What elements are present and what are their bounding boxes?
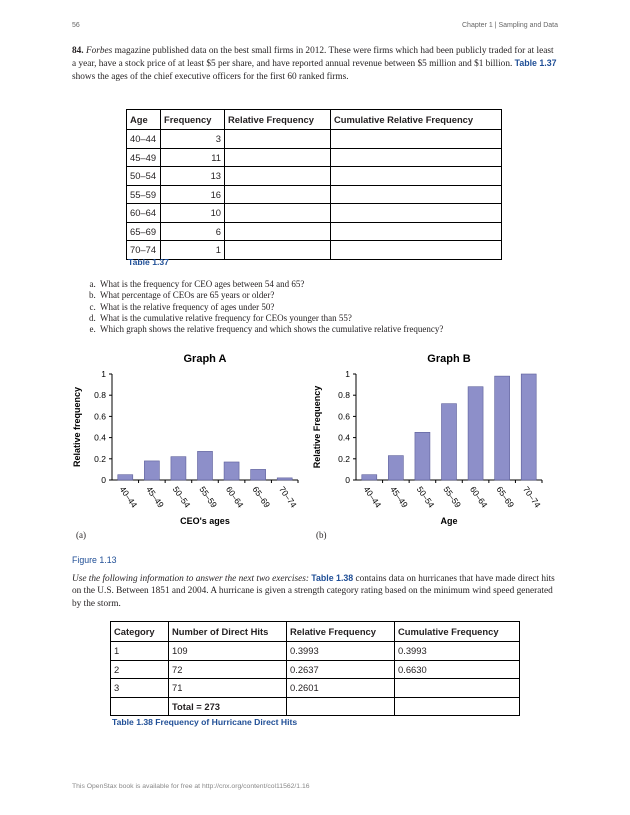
table-cell: 109 [169,642,287,661]
bar [224,462,239,480]
column-header: Relative Frequency [287,622,395,642]
y-tick-label: 1 [345,369,350,379]
bar [468,387,483,480]
graph-b [306,346,558,530]
table-cell: 72 [169,660,287,679]
table-hurricanes [110,621,520,716]
x-tick-label: 50–54 [170,484,193,510]
table-cell [331,185,502,204]
bar [171,457,186,480]
figure-caption: Figure 1.13 [72,555,117,565]
table-cell [331,130,502,149]
table-cell [111,697,169,716]
table-row [111,660,520,679]
y-tick-label: 1 [101,369,106,379]
table-cell [331,167,502,186]
table-cell: 0.2601 [287,679,395,698]
bar [521,374,536,480]
table-cell: 0.6630 [395,660,520,679]
x-tick-label: 45–49 [388,484,410,510]
x-tick-label: 55–59 [197,484,220,510]
exercise-intro-text: contains data on hurricanes that have made direct hits on the U.S. Between 1851 and 2004. A hurricane is given a strength category rating based on the minimum wind speed generated by the storm. [72,574,555,609]
y-tick-label: 0.8 [338,390,350,401]
table-cell [331,148,502,167]
question-item: a. What is the frequency for CEO ages between 54 and 65? [98,279,568,290]
table-cell [225,222,331,241]
bar [118,475,133,480]
bar [415,432,430,480]
table-cell [331,204,502,223]
table-cell: 60–64 [127,204,161,223]
table-ceo-ages [126,109,502,260]
exercise-intro [72,572,558,610]
column-header: Number of Direct Hits [169,622,287,642]
y-axis-label: Relative Frequency [312,385,322,469]
table-cell [331,241,502,260]
graph-a [66,346,312,530]
table-cell: 13 [161,167,225,186]
table-cell: 3 [161,130,225,149]
problem-number: 84. [72,46,84,56]
chart-title: Graph A [183,353,227,365]
x-tick-label: 40–44 [117,484,140,510]
table-cell: 1 [161,241,225,260]
table-cell [331,222,502,241]
table-cell [225,241,331,260]
chart-title: Graph B [427,353,471,365]
bar [388,456,403,480]
table-cell: 70–74 [127,241,161,260]
table-cell: 55–59 [127,185,161,204]
bar [362,475,377,480]
table-cell: Total = 273 [169,697,287,716]
question-item: d. What is the cumulative relative frequency for CEOs younger than 55? [98,313,568,324]
x-tick-label: 65–69 [250,484,273,510]
x-axis-label: Age [440,516,458,526]
table-row [111,697,520,716]
y-tick-label: 0.2 [338,453,350,464]
column-header: Cumulative Frequency [395,622,520,642]
table-cell: 71 [169,679,287,698]
question-item: b. What percentage of CEOs are 65 years or older? [98,290,568,301]
table-cell [225,148,331,167]
table-cell: 45–49 [127,148,161,167]
table-cell: 10 [161,204,225,223]
problem-text-after: shows the ages of the chief executive officers for the first 60 ranked firms. [72,71,349,82]
exercise-intro-italic: Use the following information to answer the next two exercises: [72,574,309,584]
chapter-header: Chapter 1 | Sampling and Data [462,22,558,29]
x-tick-label: 55–59 [441,484,464,510]
question-item: e. Which graph shows the relative frequency and which shows the cumulative relative frequency? [98,324,568,335]
x-tick-label: 60–64 [223,484,246,510]
y-tick-label: 0.6 [94,411,106,422]
y-axis-label: Relative frequency [72,386,82,468]
column-header: Age [127,110,161,130]
table-cell: 11 [161,148,225,167]
table-row [127,185,502,204]
table-row [127,130,502,149]
bar [277,478,292,480]
panel-label-a: (a) [76,530,86,540]
table-cell: 2 [111,660,169,679]
x-tick-label: 70–74 [277,484,299,510]
table-cell [225,204,331,223]
bar [144,461,159,480]
y-tick-label: 0.8 [94,390,106,401]
column-header: Category [111,622,169,642]
page-number: 56 [72,22,80,29]
table-cell: 0.3993 [395,642,520,661]
x-tick-label: 45–49 [144,484,166,510]
table-cell [225,130,331,149]
table-cell [225,185,331,204]
y-tick-label: 0.4 [338,432,350,443]
footer: This OpenStax book is available for free at http://cnx.org/content/col11562/1.16 [72,783,310,790]
panel-label-b: (b) [316,530,327,540]
column-header: Cumulative Relative Frequency [331,110,502,130]
table-row [127,241,502,260]
table-row [127,167,502,186]
table-row [127,204,502,223]
y-tick-label: 0 [101,475,106,485]
bar [198,451,213,480]
table-row [111,679,520,698]
bar [495,376,510,480]
table-cell [395,679,520,698]
table-cell: 6 [161,222,225,241]
column-header: Relative Frequency [225,110,331,130]
table-cell: 0.3993 [287,642,395,661]
x-axis-label: CEO's ages [180,516,230,526]
y-tick-label: 0 [345,475,350,485]
table-cell: 3 [111,679,169,698]
table-cell: 16 [161,185,225,204]
bar [442,404,457,480]
question-list [82,279,568,335]
table-cell: 50–54 [127,167,161,186]
y-tick-label: 0.4 [94,432,106,443]
x-tick-label: 40–44 [361,484,384,510]
table-cell [287,697,395,716]
table-38-link[interactable]: Table 1.38 [311,573,354,583]
bar [251,469,266,480]
problem-text: magazine published data on the best small firms in 2012. These were firms which had been publicly traded for at least a year, have a stock price of at least $5 per share, and have reported annual revenue between $5 million and $1 billion. [72,46,554,70]
column-header: Frequency [161,110,225,130]
y-tick-label: 0.6 [338,411,350,422]
magazine-name: Forbes [85,46,113,56]
x-tick-label: 70–74 [521,484,543,510]
table-cell: 40–44 [127,130,161,149]
x-tick-label: 60–64 [467,484,490,510]
question-item: c. What is the relative frequency of ages under 50? [98,302,568,313]
table-38-caption: Table 1.38 Frequency of Hurricane Direct Hits [112,717,298,727]
table-37-caption: Table 1.37 [128,257,169,267]
table-row [127,222,502,241]
table-cell [395,697,520,716]
table-row [111,642,520,661]
y-tick-label: 0.2 [94,453,106,464]
table-cell [225,167,331,186]
table-cell: 1 [111,642,169,661]
problem-paragraph [72,45,558,83]
table-37-link[interactable]: Table 1.37 [514,58,557,69]
table-cell: 0.2637 [287,660,395,679]
x-tick-label: 65–69 [494,484,517,510]
table-cell: 65–69 [127,222,161,241]
table-row [127,148,502,167]
x-tick-label: 50–54 [414,484,437,510]
